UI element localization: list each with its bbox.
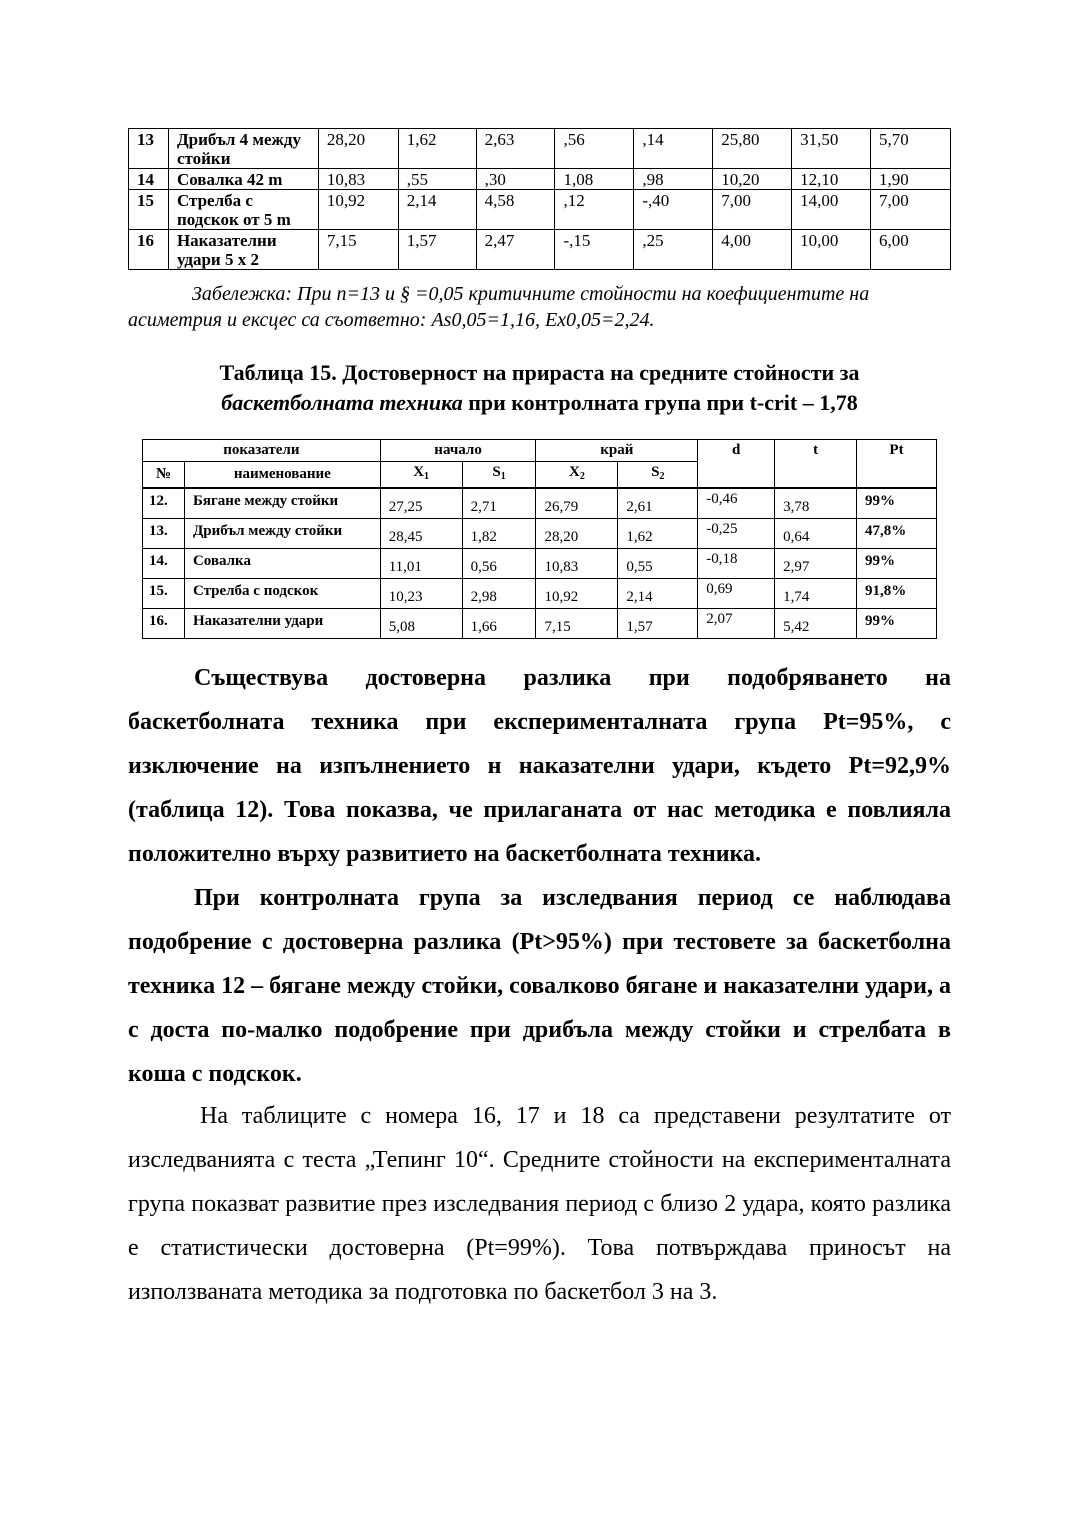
cell-t: 2,97 [775, 548, 857, 578]
table-row [143, 488, 937, 518]
cell-s1: 1,82 [462, 518, 536, 548]
row-value: 7,00 [871, 190, 951, 230]
row-value: 4,00 [713, 230, 792, 270]
paragraph-3: На таблиците с номера 16, 17 и 18 са представени резултатите от изследванията с теста „Тепинг 10“. Средните стойности на експерименталната група показват развитие през изследвания период с близо 2 удара, която разлика е статистически достоверна (Pt=99%). Това потвърждава приносът на използваната методика за подготовка по баскетбол 3 на 3. [128, 1103, 951, 1305]
table-row [143, 548, 937, 578]
cell-d: -0,18 [698, 548, 775, 578]
row-value: 2,14 [398, 190, 476, 230]
table-row [143, 518, 937, 548]
row-value: 14,00 [792, 190, 871, 230]
header-d: d [698, 440, 775, 489]
table-caption [128, 358, 951, 418]
cell-x2: 7,15 [536, 608, 618, 638]
row-name: Дрибъл 4 между стойки [168, 129, 318, 169]
header-x2: $X_2$ [536, 462, 618, 489]
row-name: Наказателни удари [184, 608, 380, 638]
table-row [129, 190, 951, 230]
cell-x2: 26,79 [536, 488, 618, 518]
cell-s1: 1,66 [462, 608, 536, 638]
row-value: 4,58 [476, 190, 555, 230]
cell-x1: 11,01 [380, 548, 462, 578]
table-row [129, 230, 951, 270]
row-value: ,56 [555, 129, 634, 169]
row-value: ,14 [634, 129, 713, 169]
row-number: 13 [129, 129, 169, 169]
row-value: -,15 [555, 230, 634, 270]
row-name: Бягане между стойки [184, 488, 380, 518]
header-indicators: показатели [143, 440, 381, 462]
table-note: Забележка: При n=13 и § =0,05 критичните стойности на коефициентите на асиметрия и ексцес са съответно: As0,05=1,16, Ex0,05=2,24. [128, 283, 870, 331]
row-value: 10,00 [792, 230, 871, 270]
paragraph-1: Съществува достоверна разлика при подобряването на баскетболната техника при експерименталната група Pt=95%, с изключение на изпълнението н наказателни удари, където Pt=92,9% (таблица 12). Това показва, че прилаганата от нас методика е повлияла положително върху развитието на баскетболната техника. [128, 665, 951, 867]
row-number: 16 [129, 230, 169, 270]
table-row [143, 608, 937, 638]
row-name: Стрелба с подскок от 5 m [168, 190, 318, 230]
row-value: 2,47 [476, 230, 555, 270]
cell-d: -0,25 [698, 518, 775, 548]
results-table-continuation [128, 128, 951, 270]
caption-line1: Таблица 15. Достоверност на прираста на средните стойности за [219, 360, 860, 385]
header-s2: $S_2$ [618, 462, 698, 489]
cell-s1: 2,71 [462, 488, 536, 518]
row-value: ,30 [476, 169, 555, 190]
row-value: ,55 [398, 169, 476, 190]
header-pt: Pt [857, 440, 937, 489]
row-value: 2,63 [476, 129, 555, 169]
header-start: начало [380, 440, 536, 462]
header-s1: $S_1$ [462, 462, 536, 489]
table-row [143, 578, 937, 608]
row-number: 13. [143, 518, 185, 548]
cell-t: 1,74 [775, 578, 857, 608]
table-row [129, 129, 951, 169]
row-value: 12,10 [792, 169, 871, 190]
cell-pt: 99% [857, 548, 937, 578]
cell-t: 0,64 [775, 518, 857, 548]
cell-x1: 28,45 [380, 518, 462, 548]
row-value: 28,20 [318, 129, 398, 169]
row-value: ,98 [634, 169, 713, 190]
row-name: Совалка [184, 548, 380, 578]
cell-d: 0,69 [698, 578, 775, 608]
cell-s2: 1,62 [618, 518, 698, 548]
caption-rest: при контролната група при t-crit – 1,78 [462, 390, 858, 415]
header-t: t [775, 440, 857, 489]
cell-s2: 1,57 [618, 608, 698, 638]
row-value: 1,08 [555, 169, 634, 190]
cell-pt: 91,8% [857, 578, 937, 608]
paragraph-2: При контролната група за изследвания период се наблюдава подобрение с достоверна разлика (Pt>95%) при тестовете за баскетболна техника 12 – бягане между стойки, совалково бягане и наказателни удари, а с доста по-малко подобрение при дрибъла между стойки и стрелбата в коша с подскок. [128, 885, 951, 1087]
row-number: 14 [129, 169, 169, 190]
row-value: 10,20 [713, 169, 792, 190]
header-end: край [536, 440, 698, 462]
cell-x2: 10,92 [536, 578, 618, 608]
row-number: 16. [143, 608, 185, 638]
row-number: 12. [143, 488, 185, 518]
cell-s2: 0,55 [618, 548, 698, 578]
row-number: 15. [143, 578, 185, 608]
cell-x1: 10,23 [380, 578, 462, 608]
row-value: 25,80 [713, 129, 792, 169]
row-name: Совалка 42 m [168, 169, 318, 190]
cell-s1: 0,56 [462, 548, 536, 578]
cell-t: 3,78 [775, 488, 857, 518]
row-value: 1,57 [398, 230, 476, 270]
cell-pt: 99% [857, 608, 937, 638]
row-name: Наказателни удари 5 х 2 [168, 230, 318, 270]
cell-s2: 2,61 [618, 488, 698, 518]
table-row [129, 169, 951, 190]
row-name: Стрелба с подскок [184, 578, 380, 608]
row-value: 5,70 [871, 129, 951, 169]
header-no: № [143, 462, 185, 489]
cell-pt: 47,8% [857, 518, 937, 548]
row-value: 1,90 [871, 169, 951, 190]
row-value: 1,62 [398, 129, 476, 169]
row-value: 31,50 [792, 129, 871, 169]
cell-t: 5,42 [775, 608, 857, 638]
cell-x1: 27,25 [380, 488, 462, 518]
cell-x1: 5,08 [380, 608, 462, 638]
cell-d: 2,07 [698, 608, 775, 638]
row-value: 10,83 [318, 169, 398, 190]
header-name: наименование [184, 462, 380, 489]
row-number: 15 [129, 190, 169, 230]
cell-pt: 99% [857, 488, 937, 518]
row-name: Дрибъл между стойки [184, 518, 380, 548]
row-value: 10,92 [318, 190, 398, 230]
row-value: ,25 [634, 230, 713, 270]
cell-x2: 10,83 [536, 548, 618, 578]
row-value: 7,15 [318, 230, 398, 270]
caption-italic: баскетболната техника [221, 390, 463, 415]
row-number: 14. [143, 548, 185, 578]
cell-s2: 2,14 [618, 578, 698, 608]
header-x1: $X_1$ [380, 462, 462, 489]
cell-d: -0,46 [698, 488, 775, 518]
row-value: ,12 [555, 190, 634, 230]
cell-s1: 2,98 [462, 578, 536, 608]
row-value: 6,00 [871, 230, 951, 270]
control-group-table [142, 439, 937, 639]
cell-x2: 28,20 [536, 518, 618, 548]
row-value: -,40 [634, 190, 713, 230]
row-value: 7,00 [713, 190, 792, 230]
